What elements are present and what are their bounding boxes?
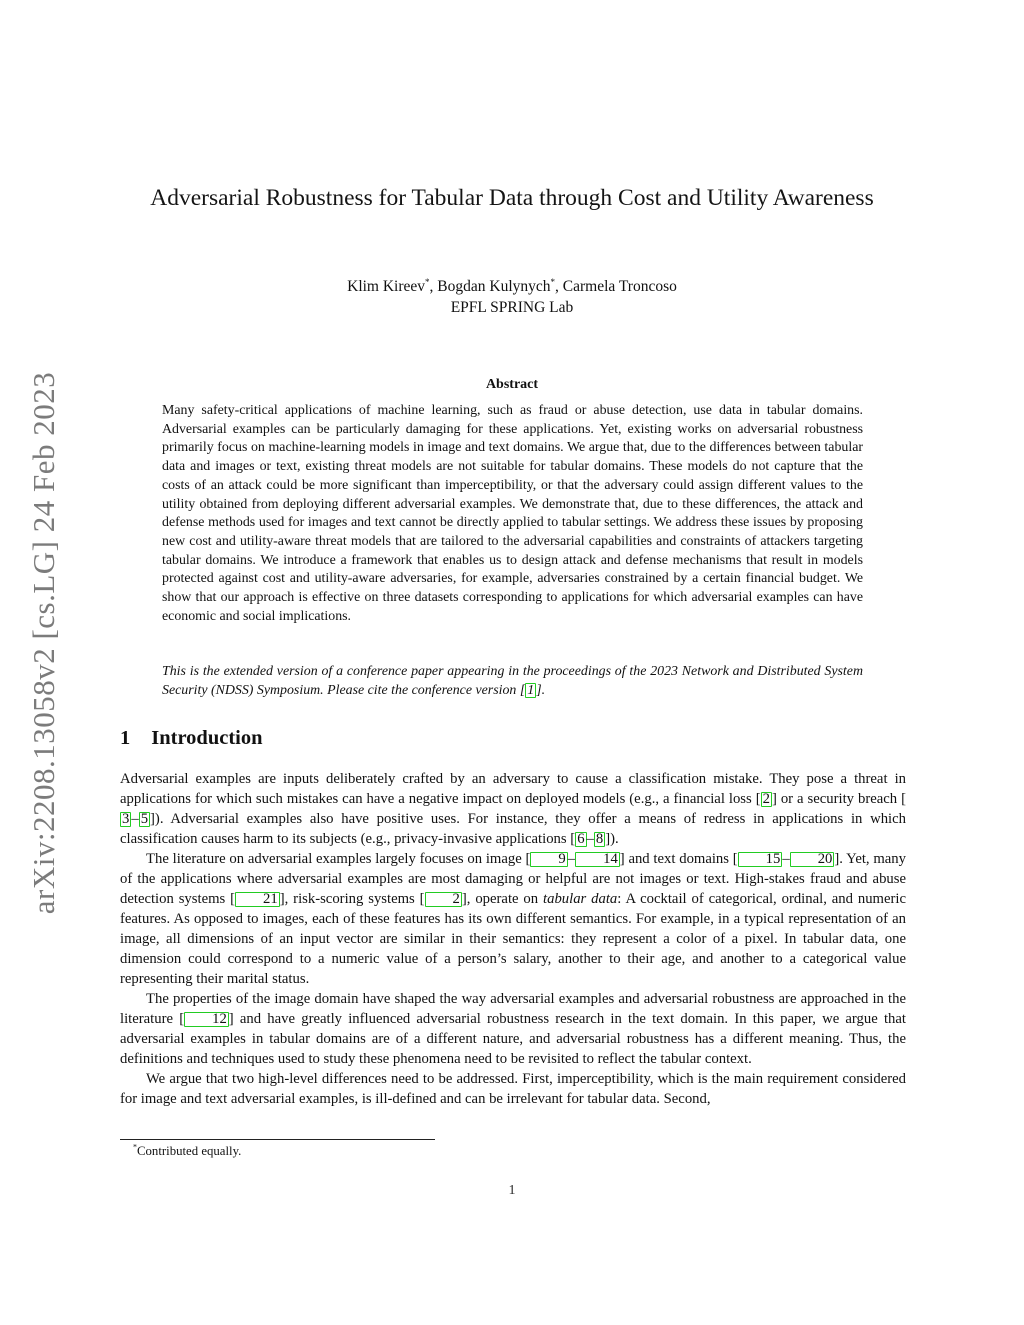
citation-link[interactable]: 6 (577, 831, 585, 847)
footnote-marker: * (550, 276, 556, 287)
citation-link[interactable]: 14 (575, 852, 620, 867)
paragraph: The literature on adversarial examples largely focuses on image [ 9 – 14 ] and text domains [ 15 – 20 ]. Yet, many of the applications where adversarial examples are most damaging or helpful are not images or text. High-stakes fraud and abuse detection systems [ 21 ], risk-scoring systems [ 2 ], operate on tabular data: A cocktail of categorical, ordinal, and numeric features. As opposed to images, each of these features has its own different semantics. For example, in a typical representation of an image, all dimensions of an input vector are similar in their semantics: they represent a color of a pixel. In tabular data, one dimension could correspond to a numeric value of a person’s salary, another to their age, and another to a categorical value representing their marital status. (120, 851, 906, 987)
citation-link[interactable]: 9 (530, 852, 567, 867)
conference-version-note: This is the extended version of a conference paper appearing in the proceedings of the 2023 Network and Distributed System Security (NDSS) Symposium. Please cite the conference version [ 1 ]. (162, 664, 863, 698)
footnote-rule (120, 1139, 435, 1140)
arxiv-watermark: arXiv:2208.13058v2 [cs.LG] 24 Feb 2023 (26, 371, 61, 915)
citation-link[interactable]: 2 (425, 892, 462, 907)
abstract-heading: Abstract (485, 377, 539, 392)
emphasized-text: tabular data (543, 891, 618, 907)
citation-link[interactable]: 1 (527, 683, 535, 698)
affiliation: EPFL SPRING Lab (450, 299, 574, 316)
paper-title: Adversarial Robustness for Tabular Data through Cost and Utility Awareness (150, 185, 874, 211)
citation-link[interactable]: 5 (140, 811, 149, 827)
citation-link[interactable]: 21 (235, 892, 280, 907)
paragraph: We argue that two high-level differences need to be addressed. First, imperceptibility, which is the main requirement considered for image and text adversarial examples, is ill-defined and can be irrelevant for tabular data. Second, (120, 1071, 906, 1107)
citation-link[interactable]: 8 (595, 831, 604, 847)
author-line: Klim Kireev*, Bogdan Kulynych*, Carmela Troncoso (347, 276, 677, 295)
citation-link[interactable]: 12 (184, 1012, 229, 1027)
citation-link[interactable]: 15 (738, 852, 783, 867)
citation-link[interactable]: 3 (122, 811, 130, 827)
paragraph: The properties of the image domain have shaped the way adversarial examples and adversarial robustness are approached in the literature [ 12 ] and have greatly influenced adversarial robustness research in the text domain. In this paper, we argue that adversarial examples in tabular domains are of a different nature, and adversarial robustness has a different meaning. Thus, the definitions and techniques used to study these phenomena need to be revisited to reflect the tabular context. (120, 991, 906, 1067)
paragraph: Adversarial examples are inputs deliberately crafted by an adversary to cause a classification mistake. They pose a threat in applications for which such mistakes can have a negative impact on deployed models (e.g., a financial loss [ 2 ] or a security breach [3 – 5 ]). Adversarial examples also have positive uses. For instance, they offer a means of redress in applications in which classification causes harm to its subjects (e.g., privacy-invasive applications [ 6 – 8 ]). (120, 771, 906, 847)
section-heading-introduction (120, 727, 263, 750)
footnote-contributed-equally: *Contributed equally. (133, 1142, 242, 1158)
section-number: 1 (120, 727, 131, 749)
footnote-marker: * (133, 1142, 137, 1152)
footnote-marker: * (425, 276, 430, 287)
citation-link[interactable]: 20 (790, 852, 835, 867)
abstract-body: Many safety-critical applications of machine learning, such as fraud or abuse detection, use data in tabular domains. Adversarial examples can be particularly damaging for these applications. Yet, existing works on adversarial robustness primarily focus on machine-learning models in image and text domains. We argue that, due to the differences between tabular data and images or text, existing threat models are not suitable for tabular domains. These models do not capture that the costs of an attack could be more significant than imperceptibility, or that the adversary could assign different values to the utility obtained from deploying different adversarial examples. We demonstrate that, due to these differences, the attack and defense methods used for images and text cannot be directly applied to tabular settings. We address these issues by proposing new cost and utility-aware threat models that are tailored to the adversarial capabilities and constraints of attackers targeting tabular domains. We introduce a framework that enables us to design attack and defense mechanisms that result in models protected against cost and utility-aware adversaries, for example, adversaries constrained by a certain financial budget. We show that our approach is effective on three datasets corresponding to applications for which adversarial examples can have economic and social implications. (162, 403, 863, 624)
page-number: 1 (508, 1183, 516, 1198)
introduction-body (120, 769, 906, 1109)
section-title: Introduction (151, 727, 263, 749)
citation-link[interactable]: 2 (762, 791, 770, 807)
